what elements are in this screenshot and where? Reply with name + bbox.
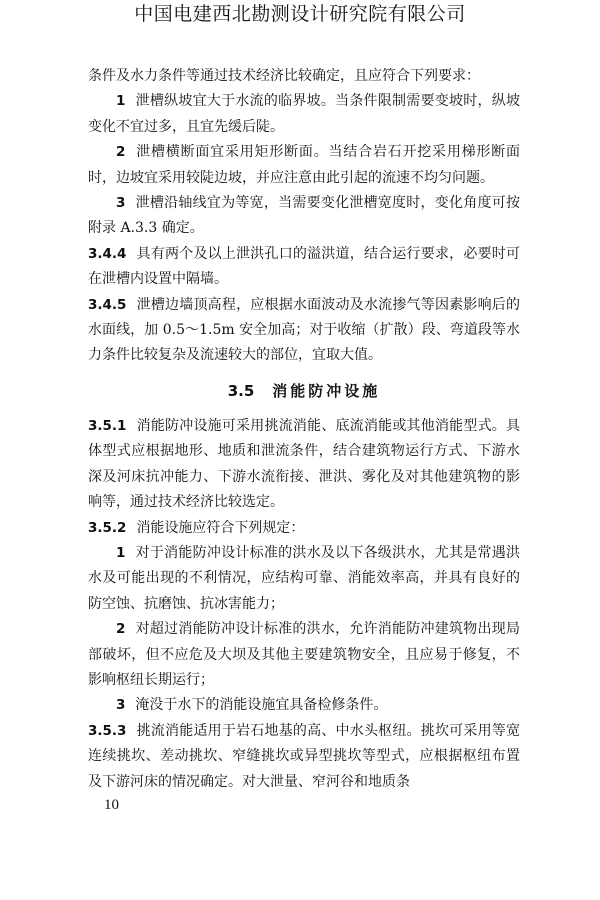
clause-text: 消能防冲设施可采用挑流消能、底流消能或其他消能型式。具体型式应根据地形、地质和泄流条件，结合建筑物运行方式、下游水深及河床抗冲能力、下游水流衔接、泄洪、雾化及对其他建筑物的影响等，通过技术经济比较选定。 bbox=[88, 417, 520, 511]
paragraph-continuation bbox=[88, 64, 520, 89]
list-item bbox=[88, 191, 520, 242]
list-item bbox=[88, 89, 520, 140]
list-item bbox=[88, 617, 520, 693]
watermark-header: 中国电建西北勘测设计研究院有限公司 bbox=[134, 3, 466, 25]
list-item-text: 对于消能防冲设计标准的洪水及以下各级洪水，尤其是常遇洪水及可能出现的不利情况，应结构可靠、消能效率高，并具有良好的防空蚀、抗磨蚀、抗冰害能力； bbox=[88, 544, 520, 612]
list-item bbox=[88, 693, 520, 718]
list-item-number: 2 bbox=[116, 621, 126, 638]
list-item-text: 泄槽沿轴线宜为等宽，当需要变化泄槽宽度时，变化角度可按附录 A.3.3 确定。 bbox=[88, 195, 520, 237]
list-item-number: 1 bbox=[116, 544, 126, 561]
document-body bbox=[88, 64, 520, 795]
clause bbox=[88, 719, 520, 795]
list-item bbox=[88, 541, 520, 617]
list-item-number: 3 bbox=[116, 697, 126, 714]
clause-number: 3.5.3 bbox=[88, 722, 127, 739]
list-item-text: 泄槽横断面宜采用矩形断面。当结合岩石开挖采用梯形断面时，边坡宜采用较陡边坡，并应注意由此引起的流速不均匀问题。 bbox=[88, 144, 520, 186]
section-title: 消能防冲设施 bbox=[272, 381, 381, 400]
list-item-text: 淹没于水下的消能设施宜具备检修条件。 bbox=[135, 697, 388, 714]
clause bbox=[88, 242, 520, 293]
clause bbox=[88, 414, 520, 516]
clause bbox=[88, 293, 520, 369]
list-item-text: 泄槽纵坡宜大于水流的临界坡。当条件限制需要变坡时，纵坡变化不宜过多，且宜先缓后陡。 bbox=[88, 93, 520, 135]
list-item-number: 2 bbox=[116, 144, 126, 161]
clause-number: 3.5.2 bbox=[88, 519, 127, 536]
clause-text: 泄槽边墙顶高程，应根据水面波动及水流掺气等因素影响后的水面线，加 0.5～1.5m 安全加高；对于收缩（扩散）段、弯道段等水力条件比较复杂及流速较大的部位，宜取大值。 bbox=[88, 296, 520, 364]
clause-text: 具有两个及以上泄洪孔口的溢洪道，结合运行要求，必要时可在泄槽内设置中隔墙。 bbox=[88, 245, 520, 288]
clause-text: 挑流消能适用于岩石地基的高、中水头枢纽。挑坎可采用等宽连续挑坎、差动挑坎、窄缝挑坎或异型挑坎等型式，应根据枢纽布置及下游河床的情况确定。对大泄量、窄河谷和地质条 bbox=[88, 722, 520, 790]
clause bbox=[88, 516, 520, 541]
clause-number: 3.4.5 bbox=[88, 296, 127, 313]
clause-text: 消能设施应符合下列规定： bbox=[136, 519, 305, 536]
clause-number: 3.4.4 bbox=[88, 245, 127, 262]
clause-number: 3.5.1 bbox=[88, 417, 127, 434]
page-number: 10 bbox=[104, 797, 119, 813]
list-item-text: 对超过消能防冲设计标准的洪水，允许消能防冲建筑物出现局部破坏，但不应危及大坝及其他主要建筑物安全，且应易于修复，不影响枢纽长期运行； bbox=[88, 621, 520, 688]
section-heading bbox=[88, 379, 520, 404]
list-item-number: 3 bbox=[116, 195, 126, 212]
list-item bbox=[88, 140, 520, 191]
paragraph-text: 条件及水力条件等通过技术经济比较确定，且应符合下列要求： bbox=[88, 68, 480, 84]
list-item-number: 1 bbox=[116, 93, 126, 110]
section-number: 3.5 bbox=[227, 381, 255, 400]
